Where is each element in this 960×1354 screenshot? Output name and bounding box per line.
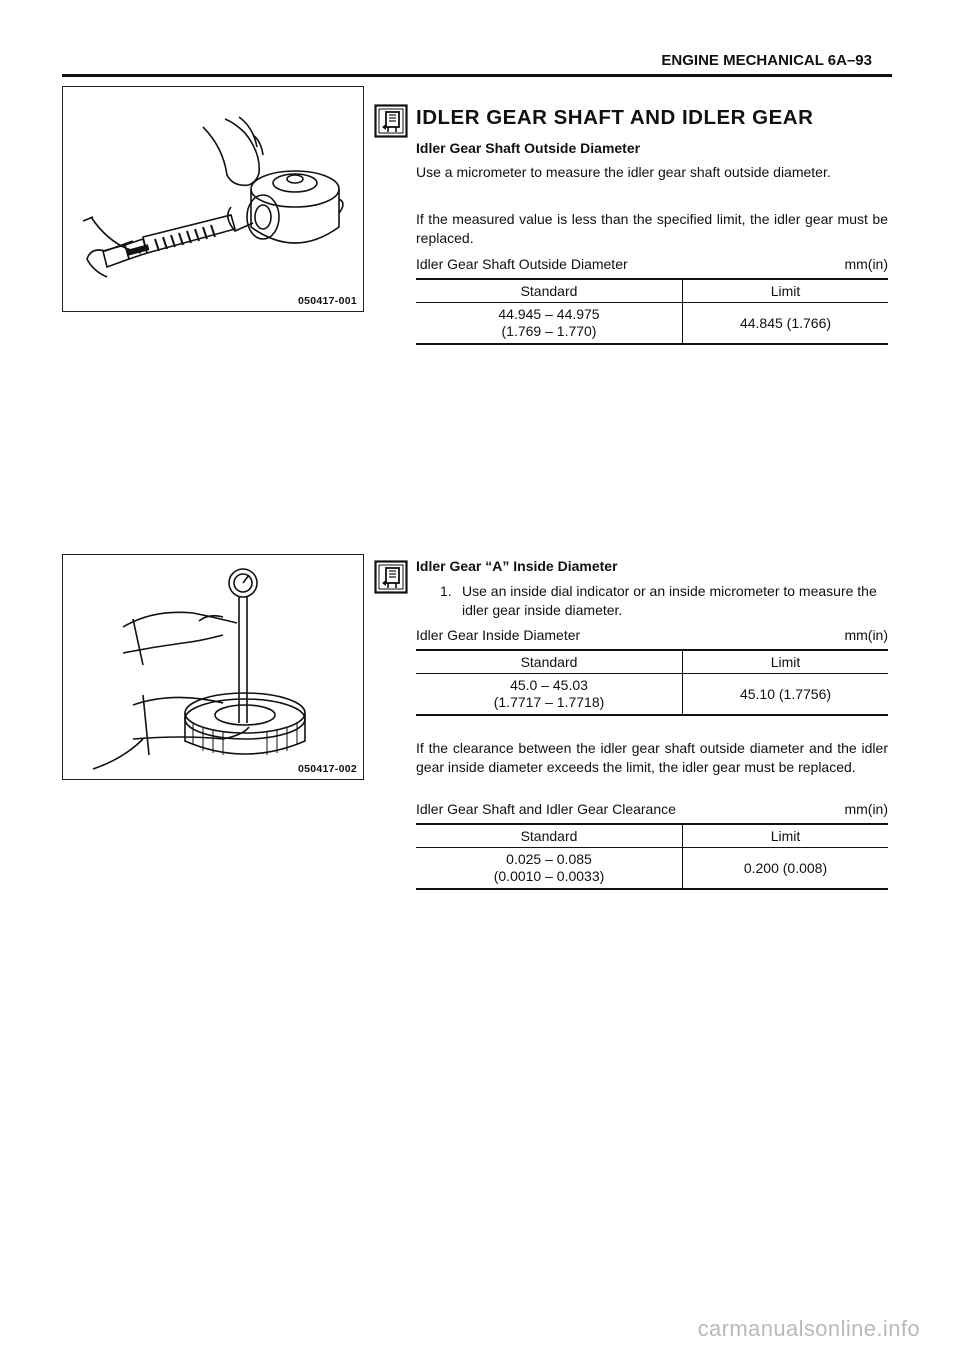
table-cell-standard: [416, 303, 683, 345]
table-cell-limit: 45.10 (1.7756): [683, 674, 889, 716]
standard-in: (1.7717 – 1.7718): [493, 694, 605, 710]
table-title: Idler Gear Shaft and Idler Gear Clearance: [416, 801, 676, 817]
table-header-standard: Standard: [416, 650, 683, 674]
table-cell-standard: [416, 674, 683, 716]
table-title: Idler Gear Inside Diameter: [416, 627, 581, 643]
step-text: Use an inside dial indicator or an inside micrometer to measure the idler gear inside diameter.: [462, 583, 877, 618]
spec-table-clearance: [416, 823, 888, 890]
dial-bore-gauge-measuring-gear-illustration: [63, 555, 363, 779]
table-header-standard: Standard: [416, 279, 683, 303]
figure-dial-gauge: [62, 554, 364, 780]
spec-table-shaft-od: [416, 278, 888, 345]
table-unit: mm(in): [844, 801, 888, 817]
table-unit: mm(in): [844, 627, 888, 643]
figure-code: 050417-001: [297, 295, 357, 307]
table-unit: mm(in): [844, 256, 888, 272]
spec-table-gear-id: [416, 649, 888, 716]
table-header-limit: Limit: [683, 824, 889, 848]
subsection-heading-shaft-od: Idler Gear Shaft Outside Diameter: [416, 140, 641, 156]
service-tool-icon: [374, 104, 408, 138]
figure-code: 050417-002: [297, 763, 357, 775]
figure-micrometer: [62, 86, 364, 312]
paragraph-shaft-od-instruction: Use a micrometer to measure the idler gear shaft outside diameter.: [416, 164, 831, 180]
micrometer-measuring-shaft-illustration: [63, 87, 363, 311]
standard-mm: 0.025 – 0.085: [506, 851, 592, 867]
table-header-limit: Limit: [683, 650, 889, 674]
paragraph-clearance: If the clearance between the idler gear shaft outside diameter and the idler gear inside diameter exceeds the limit, the idler gear must be replaced.: [416, 740, 888, 775]
standard-in: (1.769 – 1.770): [501, 323, 597, 339]
table-cell-limit: 44.845 (1.766): [683, 303, 889, 345]
standard-mm: 45.0 – 45.03: [510, 677, 588, 693]
service-tool-icon: [374, 560, 408, 594]
paragraph-shaft-od-limit: If the measured value is less than the specified limit, the idler gear must be replaced.: [416, 211, 888, 246]
subsection-heading-gear-id: Idler Gear “A” Inside Diameter: [416, 558, 618, 574]
standard-in: (0.0010 – 0.0033): [493, 868, 605, 884]
watermark: carmanualsonline.info: [697, 1316, 920, 1341]
table-header-standard: Standard: [416, 824, 683, 848]
page-header-title: ENGINE MECHANICAL 6A–93: [661, 52, 872, 69]
header-rule: [62, 74, 892, 77]
standard-mm: 44.945 – 44.975: [498, 306, 600, 322]
table-title: Idler Gear Shaft Outside Diameter: [416, 256, 628, 272]
table-cell-standard: [416, 848, 683, 890]
table-cell-limit: 0.200 (0.008): [683, 848, 889, 890]
step-number: 1.: [440, 583, 452, 599]
section-title: IDLER GEAR SHAFT AND IDLER GEAR: [416, 106, 814, 129]
table-header-limit: Limit: [683, 279, 889, 303]
